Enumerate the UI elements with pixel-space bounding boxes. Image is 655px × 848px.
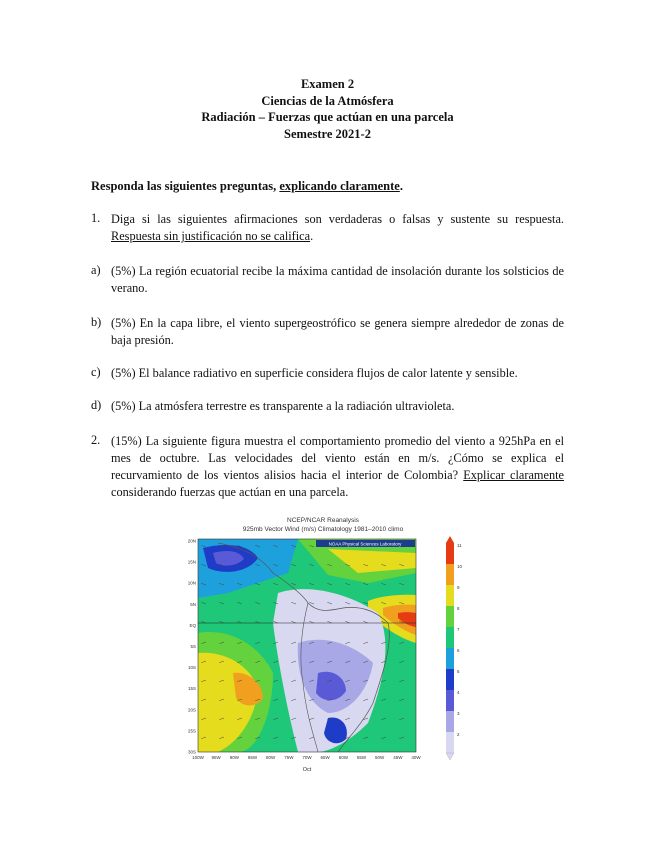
item-b-text: (5%) En la capa libre, el viento supergeostrófico se genera siempre alrededor de zonas de baja presión.: [111, 316, 564, 347]
item-b-label: b): [91, 315, 102, 329]
exam-header: [0, 76, 655, 142]
lon-label: 45W: [393, 755, 403, 760]
colorbar-label: 7: [457, 627, 460, 632]
month-label: Oct: [302, 767, 312, 773]
colorbar-label: 10: [457, 564, 463, 569]
lon-label: 70W: [302, 755, 312, 760]
colorbar-label: 5: [457, 669, 460, 674]
lon-label: 60W: [338, 755, 348, 760]
lon-label: 85W: [247, 755, 258, 760]
item-a-label: a): [91, 263, 101, 277]
lat-label: 25S: [187, 728, 196, 734]
wind-speed-field: [198, 539, 416, 752]
item-d-label: d): [91, 398, 102, 412]
colorbar-segment: [446, 690, 454, 711]
colorbar-segment: [446, 585, 454, 606]
colorbar-label: 2: [457, 732, 460, 737]
colorbar-top-arrow: [446, 536, 454, 543]
colorbar-label: 6: [457, 648, 460, 653]
colorbar-segment: [446, 648, 454, 669]
colorbar-segment: [446, 732, 454, 753]
figure-title-2: 925mb Vector Wind (m/s) Climatology 1981–2010 climo: [242, 526, 404, 533]
lon-label: 95W: [211, 755, 221, 760]
lon-label: 55W: [356, 755, 367, 760]
noaa-badge-text: NOAA Physical Sciences Laboratory: [328, 541, 402, 547]
colorbar: [446, 536, 463, 760]
semester: Semestre 2021-2: [284, 126, 371, 141]
lon-label: 100W: [192, 755, 204, 760]
lon-label: 80W: [266, 755, 276, 760]
lat-label: 10S: [187, 665, 196, 671]
colorbar-segment: [446, 627, 454, 648]
colorbar-label: 4: [457, 690, 460, 695]
item-d-text: (5%) La atmósfera terrestre es transparente a la radiación ultravioleta.: [111, 399, 455, 413]
lat-label: 10N: [187, 580, 196, 586]
lat-label: 5S: [190, 644, 196, 649]
question-2-text: (15%) La siguiente figura muestra el comportamiento promedio del viento a 925hPa en el mes de octubre. Las velocidades del viento están en m/s. ¿Cómo se explica el recurvamiento de los vientos alisios hacia el interior de Colombia? Explicar claramente considerando fuerzas que actúan en una parcela.: [111, 434, 564, 499]
lat-label: 15N: [187, 559, 196, 565]
longitude-labels: [192, 755, 421, 760]
lat-label: 20S: [187, 707, 196, 713]
item-c-text: (5%) El balance radiativo en superficie considera flujos de calor latente y sensible.: [111, 366, 518, 380]
colorbar-segment: [446, 606, 454, 627]
colorbar-segment: [446, 711, 454, 732]
lon-label: 90W: [229, 755, 239, 760]
lat-label: 20N: [187, 538, 196, 544]
wind-climatology-figure: [178, 513, 468, 773]
lat-label: EQ: [189, 622, 196, 628]
colorbar-label: 9: [457, 585, 460, 590]
colorbar-label: 11: [457, 543, 462, 548]
lon-label: 40W: [411, 755, 421, 760]
latitude-labels: [188, 539, 197, 755]
colorbar-bottom-arrow: [446, 753, 454, 760]
colorbar-label: 8: [457, 606, 460, 611]
wind-map-svg: [178, 513, 468, 773]
figure-title-1: NCEP/NCAR Reanalysis: [287, 517, 359, 524]
question-2-number: 2.: [91, 433, 101, 447]
lat-label: 5N: [190, 601, 196, 607]
item-a-text: (5%) La región ecuatorial recibe la máxima cantidad de insolación durante los solsticios de verano.: [111, 264, 564, 295]
item-c-label: c): [91, 365, 101, 379]
exam-topic: Radiación – Fuerzas que actúan en una parcela: [201, 110, 454, 124]
lon-label: 50W: [375, 755, 385, 760]
colorbar-segment: [446, 564, 454, 585]
instructions: Responda las siguientes preguntas, explicando claramente.: [91, 179, 403, 193]
lat-label: 15S: [187, 686, 196, 692]
lat-label: 30S: [187, 749, 196, 755]
exam-title: Examen 2: [300, 77, 355, 91]
lon-label: 75W: [284, 755, 294, 760]
colorbar-label: 3: [457, 711, 460, 716]
question-1-text: Diga si las siguientes afirmaciones son verdaderas o falsas y sustente su respuesta. Respuesta sin justificación no se califica.: [111, 212, 564, 243]
lon-label: 65W: [320, 755, 330, 760]
colorbar-segment: [446, 543, 454, 564]
course-name: Ciencias de la Atmósfera: [261, 93, 394, 108]
colorbar-segment: [446, 669, 454, 690]
question-1-number: 1.: [91, 211, 101, 225]
